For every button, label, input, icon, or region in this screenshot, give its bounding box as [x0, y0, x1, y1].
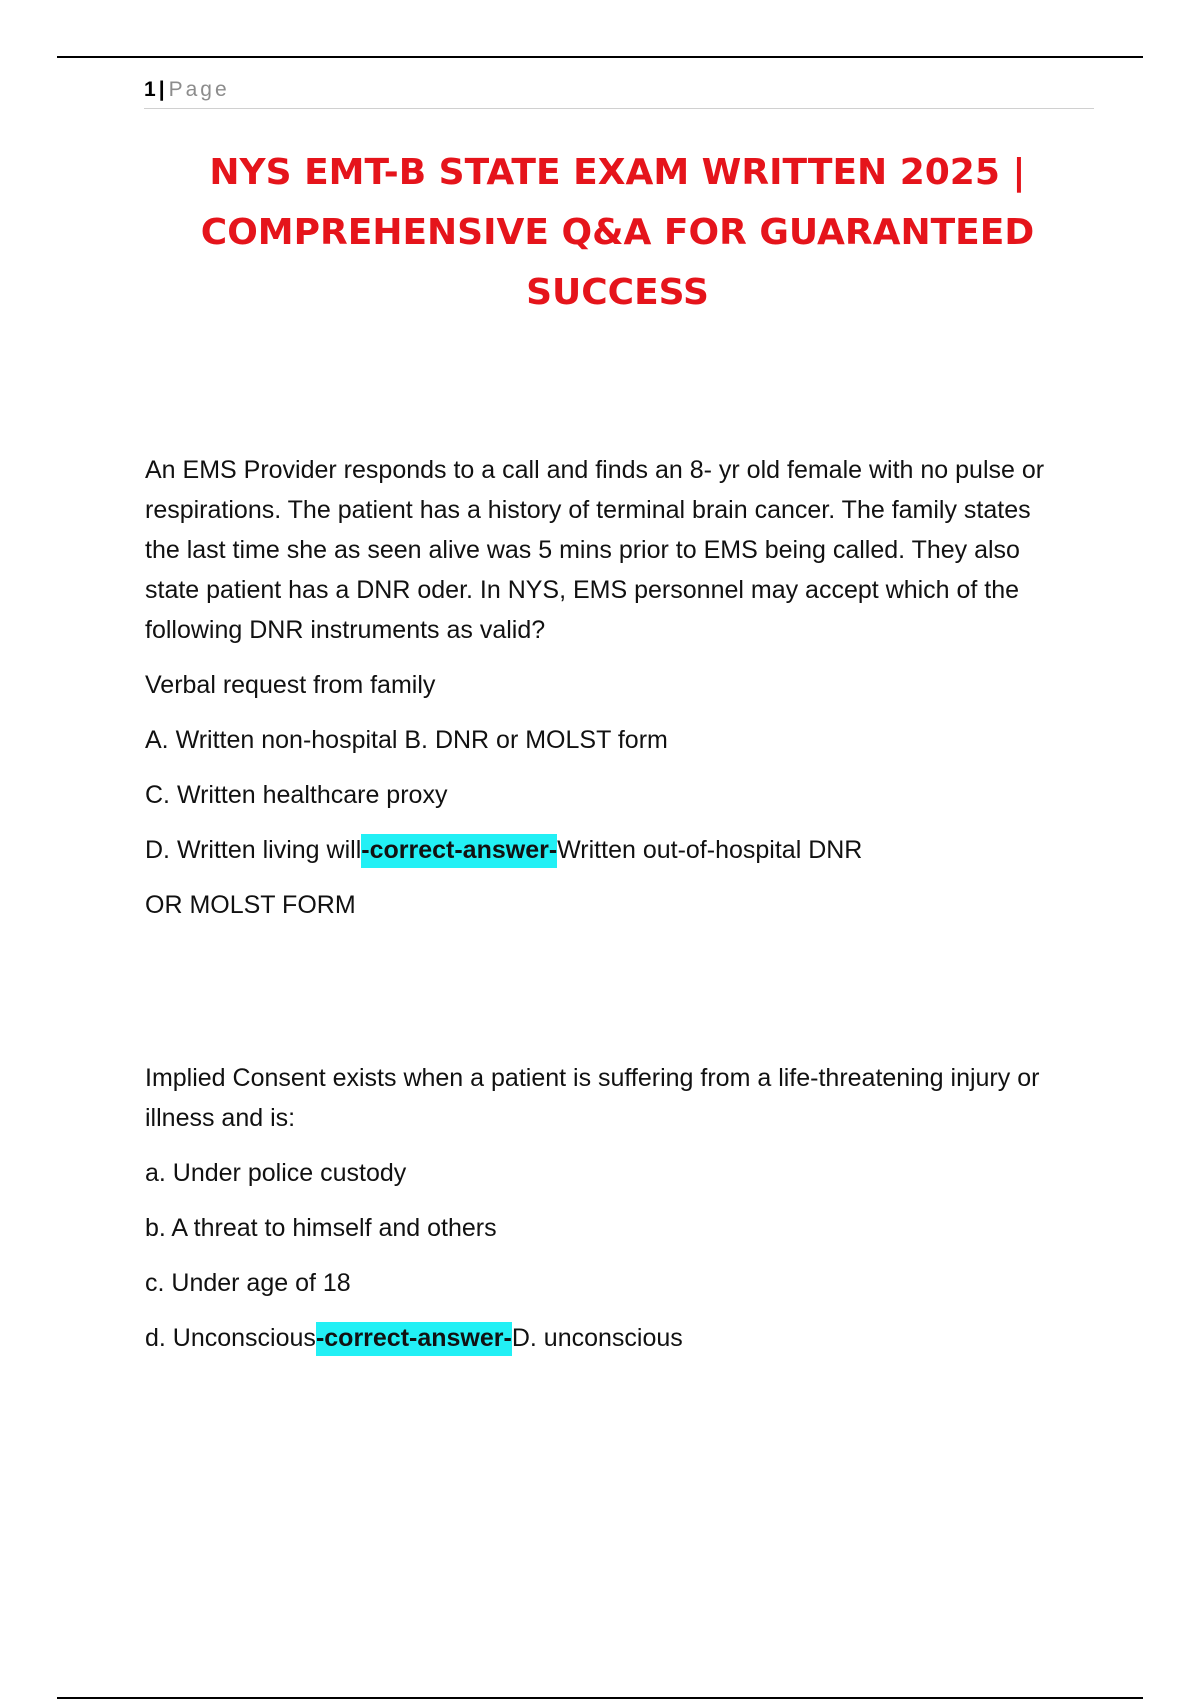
answer-continuation: OR MOLST FORM [145, 891, 356, 919]
answer-line [145, 830, 1095, 870]
top-rule [57, 56, 1143, 58]
title-line-2: COMPREHENSIVE Q&A FOR GUARANTEED [200, 212, 1035, 253]
stem-line: An EMS Provider responds to a call and finds an 8- yr old female with no pulse or [145, 456, 1045, 484]
answer-option-prefix: d. Unconscious [145, 1324, 316, 1352]
question-stem [145, 450, 1095, 650]
page-separator: | [158, 78, 165, 101]
answer-option: Verbal request from family [145, 671, 436, 699]
stem-line: state patient has a DNR oder. In NYS, EMS personnel may accept which of the [145, 576, 1020, 604]
page-label: Page [168, 78, 230, 101]
answer-option: c. Under age of 18 [145, 1269, 351, 1297]
answer-line [145, 1318, 1095, 1358]
answer-option: b. A threat to himself and others [145, 1214, 497, 1242]
answer-option: C. Written healthcare proxy [145, 781, 448, 809]
page-header [144, 76, 1094, 109]
title-line-1: NYS EMT-B STATE EXAM WRITTEN 2025 | [209, 152, 1026, 193]
title-line-3: SUCCESS [526, 272, 709, 313]
correct-answer-text: D. unconscious [511, 1324, 683, 1352]
stem-line: Implied Consent exists when a patient is suffering from a life-threatening injury or [145, 1064, 1040, 1092]
document-title [130, 143, 1105, 323]
bottom-rule [57, 1697, 1143, 1699]
question-2 [145, 1058, 1095, 1358]
answer-option: A. Written non-hospital B. DNR or MOLST form [145, 726, 668, 754]
stem-line: following DNR instruments as valid? [145, 616, 546, 644]
correct-answer-marker: -correct-answer- [316, 1322, 512, 1356]
correct-answer-marker: -correct-answer- [361, 834, 557, 868]
stem-line: illness and is: [145, 1104, 296, 1132]
correct-answer-text: Written out-of-hospital DNR [557, 836, 863, 864]
question-stem [145, 1058, 1095, 1138]
stem-line: respirations. The patient has a history of terminal brain cancer. The family states [145, 496, 1031, 524]
page-number: 1 [144, 78, 156, 101]
answer-option-prefix: D. Written living will [145, 836, 362, 864]
answer-option: a. Under police custody [145, 1159, 407, 1187]
question-1 [145, 450, 1095, 925]
stem-line: the last time she as seen alive was 5 mins prior to EMS being called. They also [145, 536, 1020, 564]
